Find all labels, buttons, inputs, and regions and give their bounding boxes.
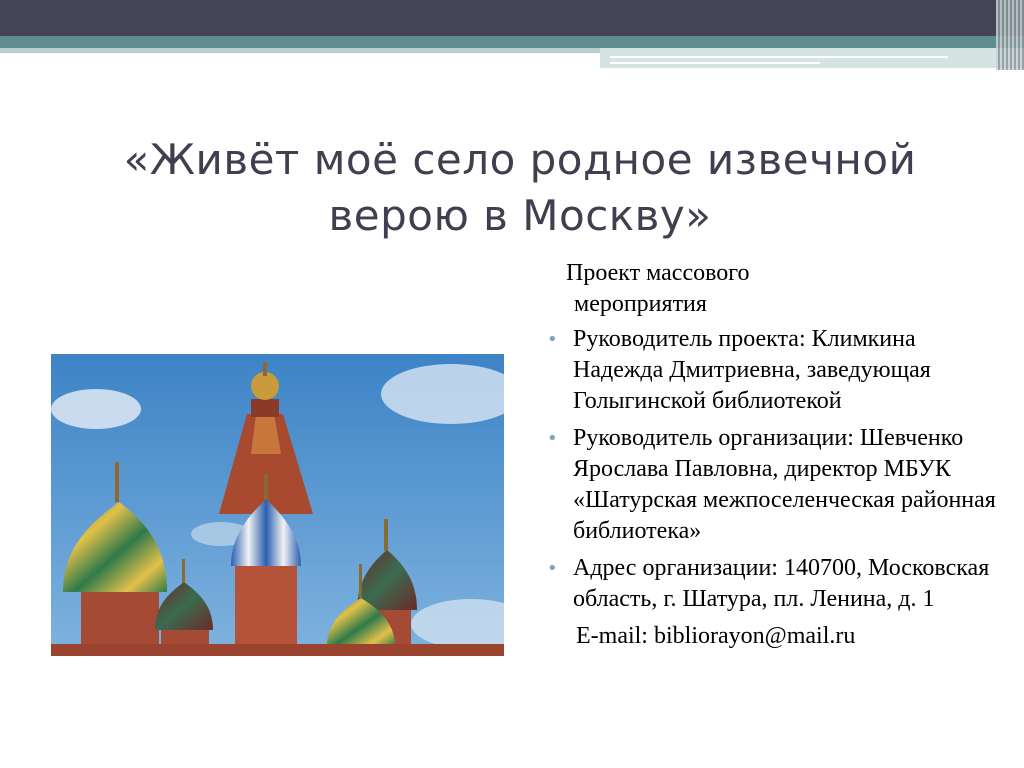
email-text: E-mail: bibliorayon@mail.ru bbox=[576, 623, 856, 649]
header-line bbox=[610, 62, 820, 64]
project-subtitle bbox=[540, 258, 1010, 320]
info-list bbox=[540, 324, 1010, 615]
bullet-dot-icon: • bbox=[547, 558, 558, 579]
header-dark-bar bbox=[0, 0, 1024, 36]
cathedral-photo bbox=[51, 354, 504, 656]
bullet-dot-icon: • bbox=[547, 329, 558, 350]
list-item bbox=[540, 553, 1010, 615]
list-item bbox=[540, 423, 1010, 547]
list-item-text: Руководитель организации: Шевченко Ярослава Павловна, директор МБУК «Шатурская межпоселенческая районная библиотека» bbox=[573, 425, 996, 544]
header-light-bar-left bbox=[0, 48, 610, 53]
header-light-bar-right bbox=[600, 48, 1024, 68]
project-subtitle-line: мероприятия bbox=[574, 291, 707, 317]
header-teal-bar bbox=[0, 36, 1024, 48]
slide-title: «Живёт моё село родное извечной верою в Москву» bbox=[123, 135, 917, 240]
list-item bbox=[540, 324, 1010, 417]
list-item-text: Адрес организации: 140700, Московская область, г. Шатура, пл. Ленина, д. 1 bbox=[573, 555, 990, 612]
bullet-dot-icon: • bbox=[547, 428, 558, 449]
header-line bbox=[610, 56, 948, 58]
slide-body bbox=[540, 258, 1010, 652]
list-item-text: Руководитель проекта: Климкина Надежда Дмитриевна, заведующая Голыгинской библиотекой bbox=[573, 326, 931, 414]
header-stripes bbox=[996, 0, 1024, 70]
project-subtitle-line: Проект массового bbox=[566, 260, 750, 286]
